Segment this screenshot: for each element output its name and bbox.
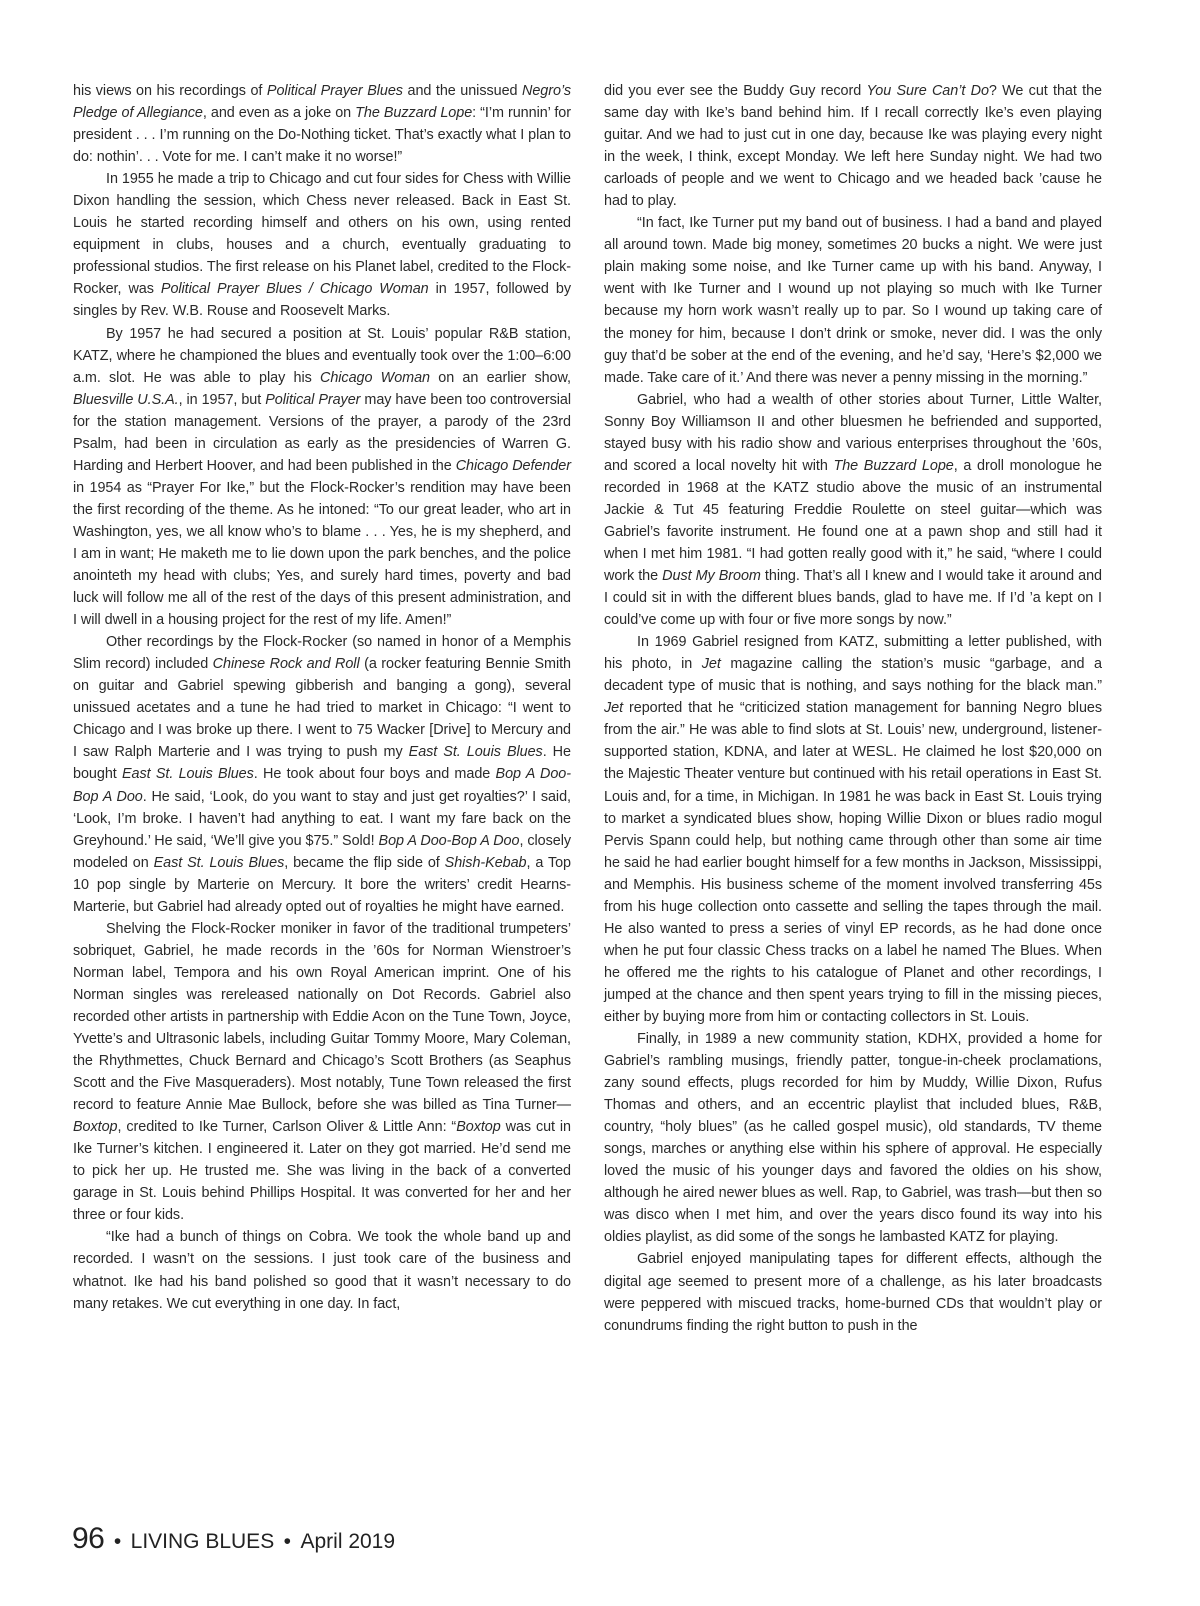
italic-title: The Buzzard Lope — [355, 105, 473, 122]
article-paragraph: Shelving the Flock-Rocker moniker in favor of the traditional trumpeters’ sobriquet, Gabriel, he made records in the ’60s for Norman Wienstroer’s Norman label, Tempora and his own Royal American imprint. One of his Norman singles was rereleased nationally on Dot Records. Gabriel also recorded other artists in partnership with Eddie Acon on the Tune Town, Joyce, Yvette’s and Ultrasonic labels, including Guitar Tommy Moore, Mary Coleman, the Rhythmettes, Chuck Bernard and Chicago’s Scott Brothers (as Seaphus Scott and the Five Masqueraders). Most notably, Tune Town released the first record to feature Annie Mae Bullock, before she was billed as Tina Turner—Boxtop, credited to Ike Turner, Carlson Oliver & Little Ann: “Boxtop was cut in Ike Turner’s kitchen. I engineered it. Later on they got married. He’d send me to pick her up. He trusted me. She was living in the back of a converted garage in St. Louis behind Phillips Hospital. It was converted for her and her three or four kids. — [73, 920, 571, 1224]
italic-title: Bop A Doo-Bop A Doo — [378, 832, 520, 849]
issue-date: April 2019 — [300, 1530, 396, 1553]
footer-separator-2: • — [283, 1530, 292, 1553]
italic-title: East St. Louis Blues — [122, 766, 254, 783]
article-paragraph: his views on his recordings of Political Prayer Blues and the unissued Negro’s Pledge of Allegiance, and even as a joke on The Buzzard Lope: “I’m runnin’ for president . . . I’m running on the Do-Nothing ticket. That’s exactly what I plan to do: nothin’. . . Vote for me. I can’t make it no worse!” — [73, 83, 571, 166]
left-column — [73, 80, 571, 1315]
article-paragraph: “Ike had a bunch of things on Cobra. We took the whole band up and recorded. I wasn’t on the sessions. I just took care of the business and whatnot. Ike had his band polished so good that it wasn’t necessary to do many retakes. We cut everything in one day. In fact, — [73, 1229, 571, 1312]
article-paragraph: did you ever see the Buddy Guy record You Sure Can’t Do? We cut that the same day with Ike’s band behind him. If I recall correctly Ike’s even playing guitar. And we had to just cut in one day, because Ike was playing every night in the week, I think, except Monday. We left here Sunday night. We had two carloads of people and we went to Chicago and we headed back ’cause he had to play. — [604, 83, 1102, 210]
right-column — [604, 80, 1102, 1337]
page-number: 96 — [72, 1522, 105, 1555]
italic-title: Political Prayer Blues — [266, 83, 403, 99]
article-paragraph: Gabriel, who had a wealth of other stories about Turner, Little Walter, Sonny Boy Williamson II and other bluesmen he befriended and supported, stayed busy with his radio show and various enterprises throughout the ’60s, and scored a local novelty hit with The Buzzard Lope, a droll monologue he recorded in 1968 at the KATZ studio above the music of an instrumental Jackie & Tut 45 featuring Freddie Roulette on steel guitar—which was Gabriel’s favorite instrument. He found one at a pawn shop and still had it when I met him 1981. “I had gotten really good with it,” he said, “where I could work the Dust My Broom thing. That’s all I knew and I would take it around and I could sit in with the different blues bands, glad to have me. If I’d ’a kept on I could’ve come up with four or five more songs by now.” — [604, 391, 1102, 629]
article-paragraph: By 1957 he had secured a position at St. Louis’ popular R&B station, KATZ, where he championed the blues and eventually took over the 1:00–6:00 a.m. slot. He was able to play his Chicago Woman on an earlier show, Bluesville U.S.A., in 1957, but Political Prayer may have been too controversial for the station management. Versions of the prayer, a parody of the 23rd Psalm, had been in circulation as early as the presidencies of Warren G. Harding and Herbert Hoover, and had been published in the Chicago Defender in 1954 as “Prayer For Ike,” but the Flock-Rocker’s rendition may have been the first recording of the theme. As he intoned: “To our great leader, who art in Washington, yes, we all know who’s to blame . . . Yes, he is my shepherd, and I am in want; He maketh me to lie down upon the park benches, and the police anointeth my head with clubs; Yes, and surely hard times, poverty and bad luck will follow me all of the rest of the days of this present administration, and I will dwell in a housing project for the rest of my life. Amen!” — [73, 325, 571, 629]
article-paragraph: In 1969 Gabriel resigned from KATZ, submitting a letter published, with his photo, in Jet magazine calling the station’s music “garbage, and a decadent type of music that is nothing, and says nothing for the black man.” Jet reported that he “criticized station management for banning Negro blues from the air.” He was able to find slots at St. Louis’ new, underground, listener-supported station, KDNA, and later at WESL. He claimed he lost $20,000 on the Majestic Theater venture but continued with his retail operations in East St. Louis and, for a time, in Michigan. In 1981 he was back in East St. Louis trying to market a syndicated blues show, hoping Willie Dixon or blues radio mogul Pervis Spann could help, but nothing came through other than some air time he said he had earlier bought himself for a few months in Jackson, Mississippi, and Memphis. His business scheme of the moment involved transferring 45s from his huge collection onto cassette and selling the tapes through the mail. He also wanted to press a series of vinyl EP records, as he had done once when he put four classic Chess tracks on a label he named The Blues. When he offered me the rights to his catalogue of Planet and other recordings, I jumped at the chance and then spent years trying to fill in the missing pieces, either by buying more from him or contacting collectors in St. Louis. — [604, 634, 1102, 1025]
italic-title: East St. Louis Blues — [153, 854, 285, 871]
italic-title: Shish-Kebab — [444, 854, 527, 871]
italic-title: East St. Louis Blues — [408, 744, 543, 761]
italic-title: Jet — [604, 700, 624, 717]
article-paragraph: Other recordings by the Flock-Rocker (so named in honor of a Memphis Slim record) included Chinese Rock and Roll (a rocker featuring Bennie Smith on guitar and Gabriel spewing gibberish and banging a gong), several unissued acetates and a tune he had tried to market in Chicago: “I went to Chicago and I was broke up there. I went to 75 Wacker [Drive] to Mercury and I saw Ralph Marterie and I was trying to push my East St. Louis Blues. He bought East St. Louis Blues. He took about four boys and made Bop A Doo-Bop A Doo. He said, ‘Look, do you want to stay and just get royalties?’ I said, ‘Look, I’m broke. I haven’t had anything to eat. I want my fare back on the Greyhound.’ He said, ‘We’ll give you $75.” Sold! Bop A Doo-Bop A Doo, closely modeled on East St. Louis Blues, became the flip side of Shish-Kebab, a Top 10 pop single by Marterie on Mercury. It bore the writers’ credit Hearns-Marterie, but Gabriel had already opted out of royalties he might have earned. — [73, 634, 572, 915]
italic-title: Boxtop — [73, 1119, 118, 1136]
publication-name: LIVING BLUES — [130, 1530, 275, 1553]
italic-title: Negro’s Pledge of Allegiance — [73, 83, 571, 122]
italic-title: Bluesville U.S.A. — [73, 391, 179, 408]
article-paragraph: Finally, in 1989 a new community station, KDHX, provided a home for Gabriel’s rambling musings, friendly patter, tongue-in-cheek proclamations, zany sound effects, plugs recorded for him by Muddy, Willie Dixon, Rufus Thomas and others, and an eccentric playlist that included blues, R&B, country, “holy blues” (as he called gospel music), old standards, TV theme songs, marches or anything else within his sphere of approval. He especially loved the music of his younger days and favored the oldies on his show, although he aired newer blues as well. Rap, to Gabriel, was trash—but then so was disco when I met him, and over the years disco found its way into his oldies playlist, as did some of the songs he lambasted KATZ for playing. — [604, 1031, 1102, 1246]
article-paragraph: “In fact, Ike Turner put my band out of business. I had a band and played all around town. Made big money, sometimes 20 bucks a night. We were just plain making some noise, and Ike Turner came up with his band. Anyway, I went with Ike Turner and I wound up not playing so much with Ike Turner because my horn work wasn’t really up to par. So I wound up taking care of the money for him, because I don’t drink or smoke, never did. I was the only guy that’d be sober at the end of the evening, and he’d say, ‘Here’s $2,000 we made. Take care of it.’ And there was never a penny missing in the morning.” — [604, 215, 1102, 386]
page-footer — [72, 1522, 395, 1556]
italic-title: Jet — [701, 656, 721, 673]
article-paragraph: Gabriel enjoyed manipulating tapes for different effects, although the digital age seemed to present more of a challenge, as his later broadcasts were peppered with miscued tracks, home-burned CDs that wouldn’t play or conundrums finding the right button to push in the — [604, 1251, 1102, 1334]
italic-title: Bop A Doo-Bop A Doo — [73, 766, 572, 805]
italic-title: You Sure Can’t Do — [866, 83, 989, 99]
italic-title: Political Prayer — [265, 391, 361, 408]
italic-title: Dust My Broom — [662, 568, 761, 585]
italic-title: Chicago Woman — [319, 369, 431, 386]
italic-title: Chinese Rock and Roll — [212, 656, 360, 673]
italic-title: Political Prayer Blues / Chicago Woman — [160, 281, 429, 298]
footer-separator-1: • — [113, 1530, 122, 1553]
article-paragraph: In 1955 he made a trip to Chicago and cut four sides for Chess with Willie Dixon handling the session, which Chess never released. Back in East St. Louis he started recording himself and others on his own, using rented equipment in clubs, houses and a church, eventually graduating to professional studios. The first release on his Planet label, credited to the Flock-Rocker, was Political Prayer Blues / Chicago Woman in 1957, followed by singles by Rev. W.B. Rouse and Roosevelt Marks. — [73, 171, 571, 320]
italic-title: Boxtop — [456, 1119, 501, 1136]
italic-title: Chicago Defender — [455, 457, 571, 474]
italic-title: The Buzzard Lope — [833, 457, 954, 474]
